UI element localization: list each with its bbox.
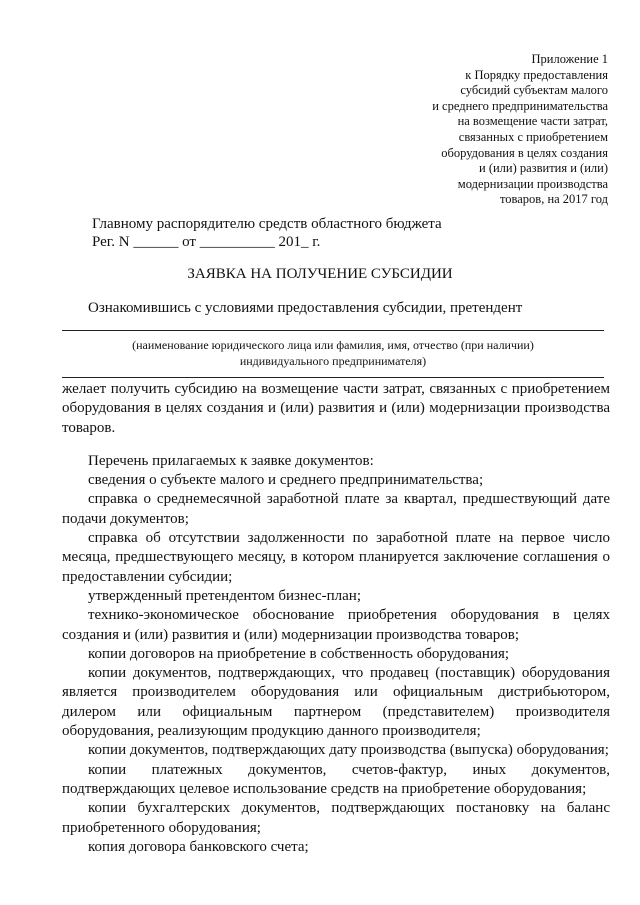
intro-text: Ознакомившись с условиями предоставления субсидии, претендент xyxy=(88,300,523,316)
documents-heading: Перечень прилагаемых к заявке документов: xyxy=(88,452,374,469)
recipient-block xyxy=(92,215,442,251)
recipient-line: Главному распорядителю средств областного бюджета xyxy=(92,216,442,232)
appendix-line: и (или) развития и (или) xyxy=(479,161,608,176)
document-item: копии документов, подтверждающих, что продавец (поставщик) оборудования является производителем оборудования или официальным дистрибьютором, дилером или официальным партнером (представителем) производителя оборудования, реализующим продукцию данного производителя; xyxy=(62,665,610,740)
appendix-line: модернизации производства xyxy=(457,176,608,191)
hint-line: индивидуального предпринимателя) xyxy=(239,354,427,368)
appendix-note xyxy=(348,52,608,208)
document-item: справка об отсутствии задолженности по заработной плате на первое число месяца, предшествующего месяцу, в котором планируется заключение соглашения о предоставлении субсидии; xyxy=(62,530,610,585)
document-body xyxy=(62,380,610,857)
appendix-line: субсидий субъектам малого xyxy=(460,83,608,98)
appendix-line: Приложение 1 xyxy=(531,52,608,66)
appendix-line: товаров, на 2017 год xyxy=(499,192,608,207)
applicant-name-blank-line xyxy=(62,330,604,331)
registration-line: Рег. N ______ от __________ 201_ г. xyxy=(92,234,321,250)
applicant-name-blank-line-2 xyxy=(62,377,604,378)
appendix-line: к Порядку предоставления xyxy=(465,67,608,82)
purpose-paragraph: желает получить субсидию на возмещение части затрат, связанных с приобретением оборудования в целях создания и (или) развития и (или) модернизации производства товаров. xyxy=(62,381,610,436)
document-item: копии платежных документов, счетов-фактур, иных документов, подтверждающих целевое использование средств на приобретение оборудования; xyxy=(62,761,610,797)
paragraph-gap xyxy=(62,438,610,452)
document-item: копии документов, подтверждающих дату производства (выпуска) оборудования; xyxy=(88,742,609,759)
document-item: утвержденный претендентом бизнес-план; xyxy=(88,587,361,604)
hint-line: (наименование юридического лица или фамилия, имя, отчество (при наличии) xyxy=(132,338,534,352)
document-title: ЗАЯВКА НА ПОЛУЧЕНИЕ СУБСИДИИ xyxy=(187,266,453,282)
document-item: сведения о субъекте малого и среднего предпринимательства; xyxy=(88,472,484,489)
appendix-line: оборудования в целях создания xyxy=(441,145,608,160)
document-item: копия договора банковского счета; xyxy=(88,838,309,855)
appendix-line: связанных с приобретением xyxy=(458,129,608,144)
document-item: копии договоров на приобретение в собственность оборудования; xyxy=(88,645,510,662)
appendix-line: и среднего предпринимательства xyxy=(432,98,608,113)
appendix-line: на возмещение части затрат, xyxy=(457,114,608,129)
applicant-name-hint xyxy=(62,337,604,369)
document-item: справка о среднемесячной заработной плате за квартал, предшествующий дате подачи документов; xyxy=(62,491,610,527)
document-item: копии бухгалтерских документов, подтверждающих постановку на баланс приобретенного оборудования; xyxy=(62,800,610,836)
document-item: технико-экономическое обоснование приобретения оборудования в целях создания и (или) развития и (или) модернизации производства товаров; xyxy=(62,607,610,643)
